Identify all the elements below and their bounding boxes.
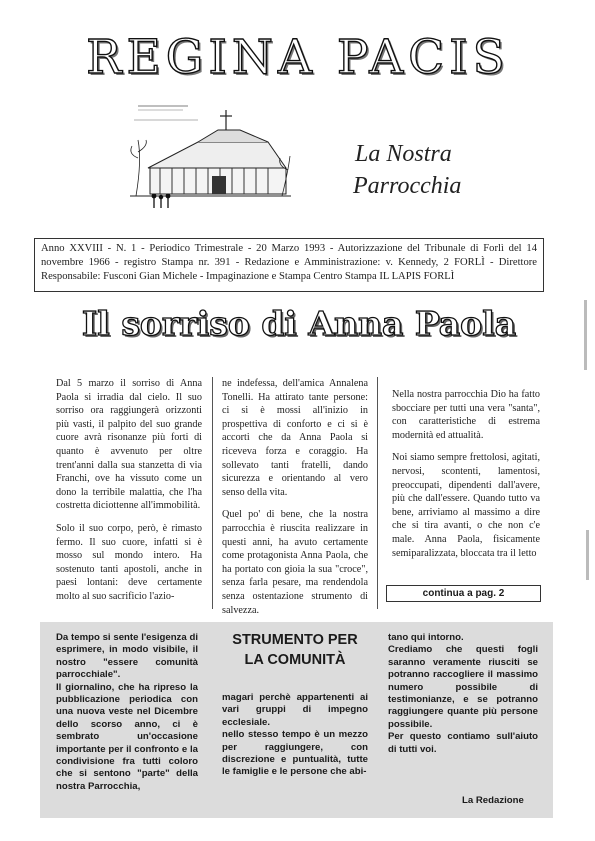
community-box-column-3 [388,632,538,756]
community-box-title [215,630,375,670]
subtitle-line-2: Parrocchia [353,173,462,199]
article-paragraph: Noi siamo sempre frettolosi, agitati, nervosi, scontenti, lamentosi, preoccupati, dipendenti dall'avere, più che dall'essere. Quando tutto va bene, arriviamo al massimo a dire che si tira avanti, o che non c'e male. Anna Paola, fisicamente semiparalizzata, bloccata tra il letto [392,452,540,559]
article-paragraph: Nella nostra parrocchia Dio ha fatto sbocciare per tutti una vera "santa", con caratteristiche di estrema modernità ed attualità. [392,389,540,441]
community-box-title-line-2: LA COMUNITÀ [244,652,346,668]
masthead-title: REGINA PACIS [86,30,510,85]
box-paragraph: Il giornalino, che ha ripreso la pubblicazione periodica con una nuova veste nel Dicembre dello scorso anno, ci è sembrato un'occasione importante per il confronto e la condivisione fra tutti coloro che si sentono "parte" della nostra Parrocchia, [56,681,198,792]
community-box-column-1 [56,632,198,793]
church-illustration [128,100,293,212]
article-column-2 [222,377,368,626]
box-paragraph: magari perchè appartenenti ai vari gruppi di impegno ecclesiale. [222,692,368,728]
subtitle [355,138,461,202]
box-paragraph: Crediamo che questi fogli saranno veramente riusciti se potranno raccogliere il massimo numero possibile di testimonianze, e se potranno raggiungere quante più persone possibile. [388,644,538,730]
scan-edge-mark [584,300,587,370]
article-paragraph: Dal 5 marzo il sorriso di Anna Paola si irradia dal cielo. Il suo sorriso ora raggiungerà orizzonti più vasti, il palpito del suo grande cuore avrà risonanze più forti di quanto è avvenuto per oltre trent'anni dalla sua stanzetta di via Franchi, ove ha vissuto come un dono la terribile malattia, che l'ha costretta diciottenne all'immobilità. [56,378,202,512]
scan-edge-mark [586,530,589,580]
article-column-3 [392,388,540,569]
signature: La Redazione [462,795,524,806]
community-box-title-line-1: STRUMENTO PER [232,632,358,648]
continued-on-page-link[interactable]: continua a pag. 2 [386,585,541,602]
column-divider [377,377,378,609]
box-paragraph: Per questo contiamo sull'aiuto di tutti voi. [388,731,538,755]
community-box-column-2 [222,692,368,779]
article-paragraph: ne indefessa, dell'amica Annalena Tonelli. Ha attirato tante persone: ci si è mossi all'inizio in prospettiva di conforto e ci si è accorti che da Anna Paola si riceveva forza e coraggio. Ha sollevato tanti fratelli, dando sicurezza e orientando al vero senso della vita. [222,378,368,498]
article-paragraph: Solo il suo corpo, però, è rimasto fermo. Il suo cuore, infatti si è mosso sul mondo intero. Ha sostenuto tanti apostoli, anche in paesi lontani: deve certamente molto al suo sacrificio l'azio- [56,522,202,602]
subtitle-line-1: La Nostra [355,141,452,167]
publication-info-box: Anno XXVIII - N. 1 - Periodico Trimestrale - 20 Marzo 1993 - Autorizzazione del Tribunale di Forlì del 14 novembre 1966 - registro Stampa nr. 391 - Redazione e Amministrazione: v. Kennedy, 2 FORLÌ - Direttore Responsabile: Fusconi Gian Michele - Impaginazione e Stampa Centro Stampa IL LAPIS FORLÌ [34,238,544,292]
article-paragraph: Quel po' di bene, che la nostra parrocchia è riuscita realizzare in questi anni, ha avuto certamente come protagonista Anna Paola, che ha portato con gioia la sua "croce", senza farla pesare, ma rendendola senza ostentazione strumento di salvezza. [222,509,368,616]
article-column-1 [56,377,202,613]
article-headline: Il sorriso di Anna Paola [81,304,517,343]
box-paragraph: tano qui intorno. [388,632,464,643]
column-divider [212,377,213,609]
box-paragraph: nello stesso tempo è un mezzo per raggiungere, con discrezione e puntualità, tutte le famiglie e le persone che abi- [222,729,368,778]
box-paragraph: Da tempo si sente l'esigenza di esprimere, in modo visibile, il nostro "essere comunità parrocchiale". [56,632,198,681]
